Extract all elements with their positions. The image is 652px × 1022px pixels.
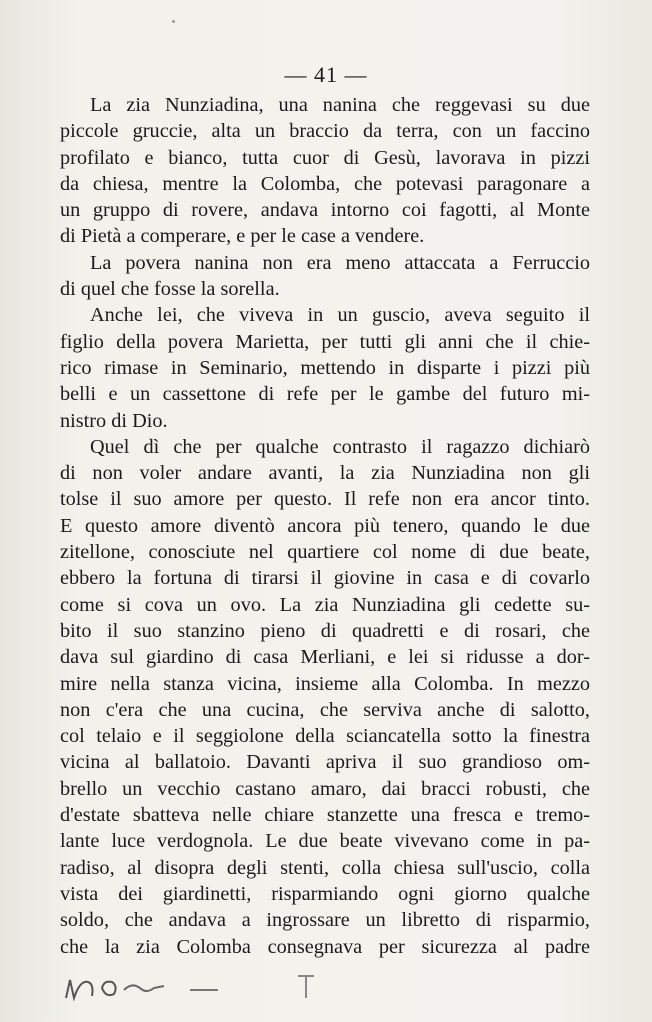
- paragraph-2: [60, 250, 590, 303]
- text-line: brello un vecchio castano amaro, dai bracci robusti, che: [60, 777, 590, 800]
- text-line: di quel che fosse la sorella.: [60, 278, 280, 301]
- text-line: col telaio e il seggiolone della sciancatella sotto la finestra: [60, 725, 590, 748]
- handwriting-o: [102, 982, 116, 996]
- paragraph-4: [60, 434, 590, 960]
- text-line: vicina al ballatoio. Davanti apriva il suo grandioso om-: [60, 751, 590, 774]
- paragraph-3: [60, 302, 590, 433]
- text-line: rico rimase in Seminario, mettendo in disparte i pizzi più: [60, 356, 590, 379]
- text-line: nistro di Dio.: [60, 409, 168, 432]
- text-line: E questo amore diventò ancora più tenero, quando le due: [60, 514, 590, 537]
- text-line: bito il suo stanzino pieno di quadretti e di rosari, che: [60, 619, 590, 642]
- text-line: mire nella stanza vicina, insieme alla Colomba. In mezzo: [60, 672, 590, 695]
- text-line: non c'era che una cucina, che serviva anche di salotto,: [60, 698, 590, 721]
- text-line: lante luce verdognola. Le due beate vivevano come in pa-: [60, 830, 590, 853]
- text-line: di non voler andare avanti, la zia Nunziadina non gli: [60, 462, 590, 485]
- text-line: soldo, che andava a ingrossare un libretto di risparmio,: [60, 909, 590, 932]
- speck: [172, 20, 175, 23]
- handwriting-t: [298, 976, 314, 998]
- text-line: dava sul giardino di casa Merliani, e lei si ridusse a dor-: [60, 646, 590, 669]
- paragraph-1: [60, 92, 590, 250]
- text-line: Anche lei, che viveva in un guscio, aveva seguito il: [90, 304, 590, 327]
- handwriting-n: [66, 980, 93, 998]
- text-line: La povera nanina non era meno attaccata a Ferruccio: [90, 251, 590, 274]
- body-text: [60, 92, 590, 960]
- text-line: da chiesa, mentre la Colomba, che potevasi paragonare a: [60, 172, 590, 195]
- text-line: Quel dì che per qualche contrasto il ragazzo dichiarò: [90, 435, 590, 458]
- text-line: radiso, al disopra degli stenti, colla chiesa sull'uscio, colla: [60, 856, 590, 879]
- text-line: zitellone, conosciute nel quartiere col nome di due beate,: [60, 541, 590, 564]
- handwriting-sketch: [58, 958, 358, 1008]
- page-number: — 41 —: [284, 62, 368, 87]
- text-line: La zia Nunziadina, una nanina che reggevasi su due: [90, 94, 590, 116]
- text-line: di Pietà a comperare, e per le case a vendere.: [60, 225, 425, 248]
- text-line: d'estate sbatteva nelle chiare stanzette una fresca e tremo-: [60, 804, 590, 827]
- text-line: figlio della povera Marietta, per tutti gli anni che il chie-: [60, 330, 590, 353]
- handwritten-annotation: [58, 958, 358, 1008]
- text-line: che la zia Colomba consegnava per sicurezza al padre: [60, 935, 590, 958]
- text-line: un gruppo di rovere, andava intorno coi fagotti, al Monte: [60, 199, 590, 222]
- text-line: come si cova un ovo. La zia Nunziadina gli cedette su-: [60, 593, 590, 616]
- text-line: piccole gruccie, alta un braccio da terra, con un faccino: [60, 120, 590, 143]
- text-line: ebbero la fortuna di tirarsi il giovine in casa e di covarlo: [60, 567, 590, 590]
- text-line: belli e un cassettone di refe per le gambe del futuro mi-: [60, 383, 590, 406]
- text-line: tolse il suo amore per questo. Il refe non era ancor tinto.: [60, 488, 590, 511]
- text-line: profilato e bianco, tutta cuor di Gesù, lavorava in pizzi: [60, 146, 590, 169]
- handwriting-n2: [124, 985, 164, 991]
- text-line: vista dei giardinetti, risparmiando ogni giorno qualche: [60, 882, 590, 905]
